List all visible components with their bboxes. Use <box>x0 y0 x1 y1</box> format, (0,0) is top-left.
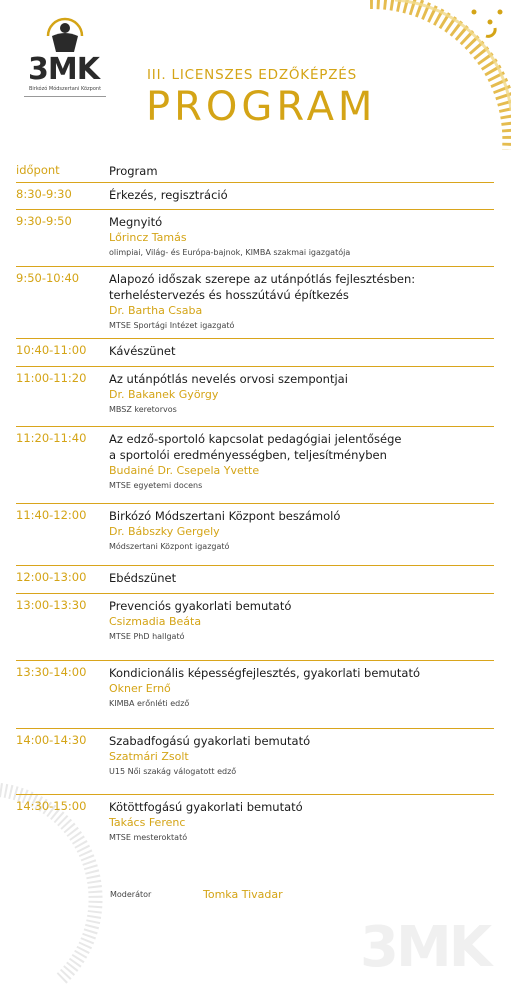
schedule-time: 13:00-13:30 <box>16 598 87 612</box>
schedule-time: 10:40-11:00 <box>16 343 87 357</box>
schedule-time: 8:30-9:30 <box>16 187 72 201</box>
session-title: Megnyitó <box>109 215 163 229</box>
session-title: Prevenciós gyakorlati bemutató <box>109 599 292 613</box>
session-title: Kötöttfogású gyakorlati bemutató <box>109 800 303 814</box>
schedule-details <box>109 598 494 644</box>
session-title: Kávészünet <box>109 344 176 358</box>
speaker-name: Budainé Dr. Csepela Yvette <box>109 464 260 477</box>
speaker-role: KIMBA erőnléti edző <box>109 699 190 708</box>
logo-letters: 3MK <box>28 52 99 87</box>
speaker-name: Dr. Bakanek György <box>109 388 219 401</box>
schedule-details <box>109 271 494 333</box>
speaker-name: Okner Ernő <box>109 682 171 695</box>
moderator-name: Tomka Tivadar <box>203 888 283 901</box>
speaker-name: Szatmári Zsolt <box>109 750 189 763</box>
schedule-time: 11:40-12:00 <box>16 508 87 522</box>
session-title: Érkezés, regisztráció <box>109 188 228 202</box>
speaker-role: MTSE egyetemi docens <box>109 481 203 490</box>
speaker-name: Takács Ferenc <box>109 816 186 829</box>
schedule-row <box>16 794 494 856</box>
schedule-time: 14:30-15:00 <box>16 799 87 813</box>
schedule-time: 9:50-10:40 <box>16 271 80 285</box>
table-header-row <box>16 160 494 183</box>
schedule-time: 9:30-9:50 <box>16 214 72 228</box>
session-title: Ebédszünet <box>109 571 177 585</box>
schedule-time: 11:20-11:40 <box>16 431 87 445</box>
speaker-name: Lőrincz Tamás <box>109 231 187 244</box>
schedule-row <box>16 426 494 504</box>
schedule-row <box>16 593 494 661</box>
session-title: Az edző-sportoló kapcsolat pedagógiai jelentősége <box>109 432 402 446</box>
speaker-name: Csizmadia Beáta <box>109 615 202 628</box>
speaker-role: MTSE PhD hallgató <box>109 632 185 641</box>
speaker-role: MTSE mesteroktató <box>109 833 188 842</box>
schedule-row <box>16 565 494 594</box>
schedule-details <box>109 570 494 586</box>
schedule-details <box>109 343 494 359</box>
session-title: a sportolói eredményességben, teljesítményben <box>109 448 387 462</box>
program-column-header: Program <box>109 164 158 178</box>
speaker-role: U15 Női szakág válogatott edző <box>109 767 237 776</box>
schedule-row <box>16 366 494 427</box>
schedule-details <box>109 799 494 845</box>
schedule-row <box>16 503 494 566</box>
schedule-time: 11:00-11:20 <box>16 371 87 385</box>
event-subtitle: III. LICENSZES EDZŐKÉPZÉS <box>147 67 357 83</box>
speaker-role: MTSE Sportági Intézet igazgató <box>109 321 235 330</box>
schedule-details <box>109 733 494 779</box>
wrestler-figure-icon <box>20 14 110 54</box>
moderator-label: Moderátor <box>110 890 152 899</box>
bmk-logo <box>20 14 110 94</box>
schedule-details <box>109 187 494 203</box>
session-title: terheléstervezés és hosszútávú építkezés <box>109 288 349 302</box>
speaker-role: MBSZ keretorvos <box>109 405 177 414</box>
time-column-header: időpont <box>16 163 60 177</box>
schedule-details <box>109 431 494 493</box>
schedule-row <box>16 660 494 729</box>
schedule-time: 14:00-14:30 <box>16 733 87 747</box>
schedule-details <box>109 508 494 554</box>
schedule-details <box>109 371 494 417</box>
page-title: PROGRAM <box>146 84 377 130</box>
watermark-logo: 3MK <box>360 915 490 980</box>
schedule-time: 12:00-13:00 <box>16 570 87 584</box>
session-title: Szabadfogású gyakorlati bemutató <box>109 734 311 748</box>
speaker-role: olimpiai, Világ- és Európa-bajnok, KIMBA szakmai igazgatója <box>109 248 351 257</box>
speaker-role: Módszertani Központ igazgató <box>109 542 230 551</box>
session-title: Kondicionális képességfejlesztés, gyakorlati bemutató <box>109 666 421 680</box>
session-title: Az utánpótlás nevelés orvosi szempontjai <box>109 372 348 386</box>
schedule-row <box>16 182 494 210</box>
schedule-row <box>16 728 494 795</box>
schedule-details <box>109 214 494 260</box>
speaker-name: Dr. Bartha Csaba <box>109 304 203 317</box>
session-title: Alapozó időszak szerepe az utánpótlás fejlesztésben: <box>109 272 416 286</box>
logo-rule <box>24 96 106 97</box>
schedule-details <box>109 665 494 711</box>
speaker-name: Dr. Bábszky Gergely <box>109 525 220 538</box>
session-title: Birkózó Módszertani Központ beszámoló <box>109 509 341 523</box>
schedule-row <box>16 338 494 367</box>
schedule-row <box>16 209 494 267</box>
logo-caption: Birkózó Módszertani Központ <box>28 86 102 92</box>
schedule-row <box>16 266 494 339</box>
schedule-time: 13:30-14:00 <box>16 665 87 679</box>
